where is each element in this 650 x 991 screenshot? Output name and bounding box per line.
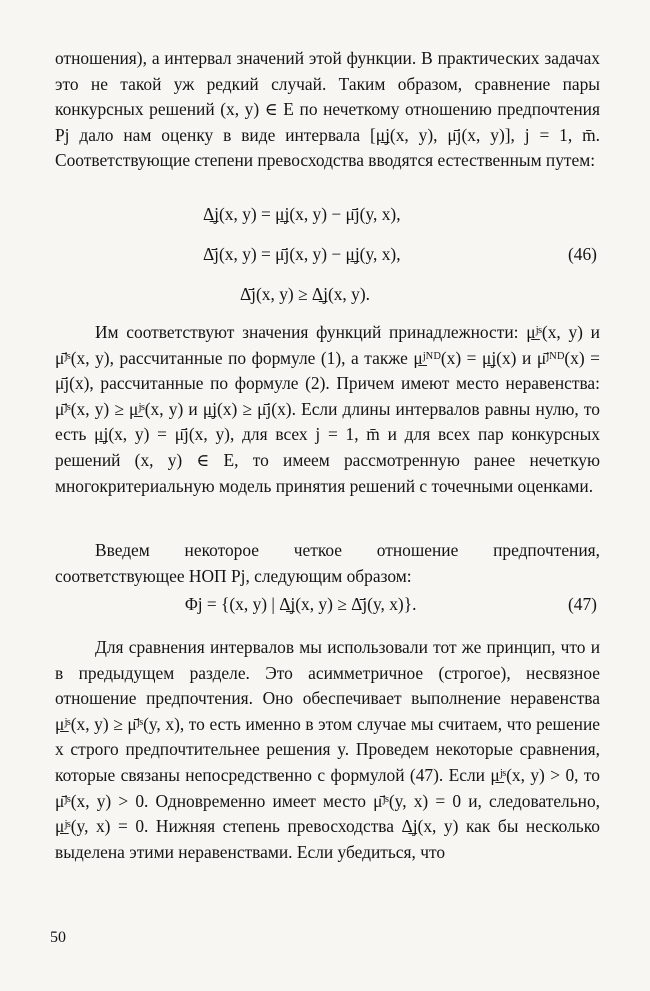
equation-number-46: (46) xyxy=(568,244,597,264)
equation-superiority-inequality: Δ̄j(x, y) ≥ Δ̲j(x, y). xyxy=(240,284,370,304)
equation-crisp-relation: Φj = {(x, y) | Δ̲j(x, y) ≥ Δ̄j(y, x)}. xyxy=(185,594,417,614)
paragraph-crisp-relation: Введем некоторое четкое отношение предпочтения, соответствующее НОП Pj, следующим образом: xyxy=(55,540,600,586)
paragraph-intervals: отношения), а интервал значений этой функции. В практических задачах это не такой уж редкий случай. Таким образом, сравнение пары конкурсных решений (x, y) ∈ E по нечеткому отношению предпочтения Pj дало нам оценку в виде интервала [μ̲j(x, y), μ̄j(x, y)], j = 1, m̄. Соответствующие степени превосходства вводятся естественным путем: xyxy=(55,48,600,171)
paragraph-membership-functions: Им соответствуют значения функций принадлежности: μ̲ʲˢ(x, y) и μ̄ʲˢ(x, y), рассчитанные по формуле (1), а также μ̲ʲᴺᴰ(x) = μ̲j(x) и μ̄ʲᴺᴰ(x) = μ̄j(x), рассчитанные по формуле (2). Причем имеют место неравенства: μ̄ʲˢ(x, y) ≥ μ̲ʲˢ(x, y) и μ̲j(x) ≥ μ̄j(x). Если длины интервалов равны нулю, то есть μ̲j(x, y) = μ̄j(x, y), для всех j = 1, m̄ и для всех пар конкурсных решений (x, y) ∈ E, то имеем рассмотренную ранее нечеткую многокритериальную модель принятия решений с точечными оценками. xyxy=(55,322,600,496)
page-number: 50 xyxy=(50,929,66,946)
equation-lower-superiority: Δ̲j(x, y) = μ̲j(x, y) − μ̄j(y, x), xyxy=(203,204,401,224)
paragraph-interval-comparison: Для сравнения интервалов мы использовали тот же принцип, что и в предыдущем разделе. Это асимметричное (строгое), несвязное отношение предпочтения. Оно обеспечивает выполнение неравенства μ̲ʲˢ(x, y) ≥ μ̄ʲˢ(y, x), то есть именно в этом случае мы считаем, что решение x строго предпочтительнее решения y. Проведем некоторые сравнения, которые связаны непосредственно с формулой (47). Если μ̲ʲˢ(x, y) > 0, то μ̄ʲˢ(x, y) > 0. Одновременно имеет место μ̄ʲˢ(y, x) = 0 и, следовательно, μ̲ʲˢ(y, x) = 0. Нижняя степень превосходства Δ̲j(x, y) как бы несколько выделена этими неравенствами. Если убедиться, что xyxy=(55,637,600,862)
equation-number-47: (47) xyxy=(568,594,597,614)
equation-upper-superiority: Δ̄j(x, y) = μ̄j(x, y) − μ̲j(y, x), xyxy=(203,244,401,264)
